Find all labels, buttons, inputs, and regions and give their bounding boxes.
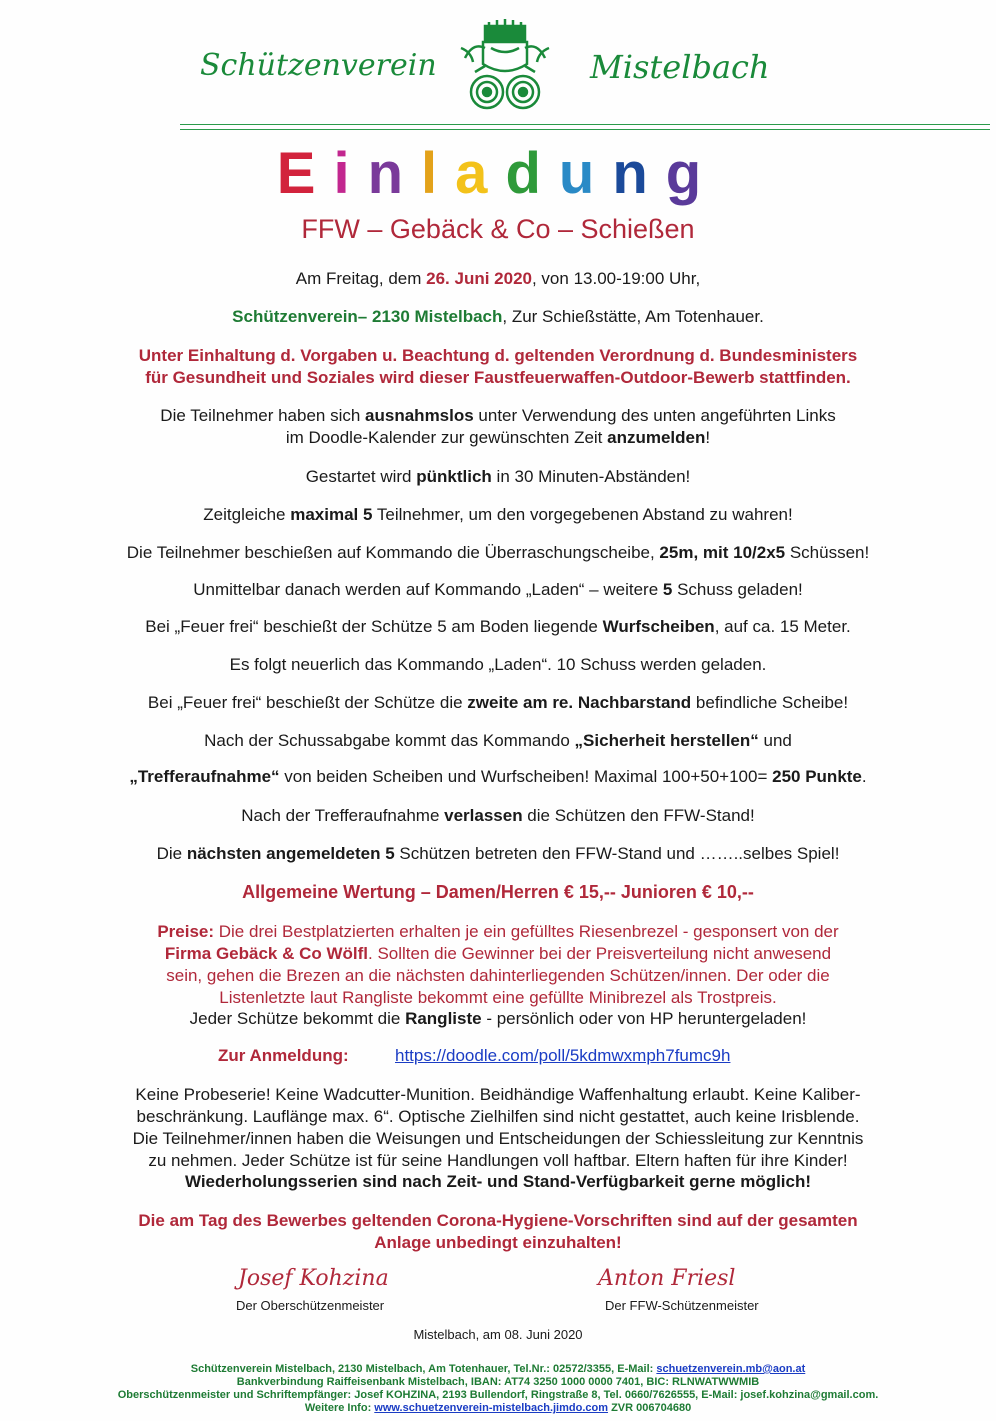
footer-line-4: Weitere Info: www.schuetzenverein-mistelbach.jimdo.com ZVR 006704680 [304,1402,692,1414]
rules-line-4: zu nehmen. Jeder Schütze ist für seine Handlungen voll haftbar. Eltern haften für ihre Kinder! [148,1151,848,1170]
title-letter: i [333,141,368,206]
notice-line-1: Unter Einhaltung d. Vorgaben u. Beachtung d. geltenden Verordnung d. Bundesministers [138,346,858,365]
prizes-line-2: Firma Gebäck & Co Wölfl. Sollten die Gewinner bei der Preisverteilung nicht anwesend [164,944,832,963]
footer-line-2: Bankverbindung Raiffeisenbank Mistelbach, IBAN: AT74 3250 1000 0000 7401, BIC: RLNWATWWMIB [236,1376,760,1388]
rules-line-1: Keine Probeserie! Keine Wadcutter-Munition. Beidhändige Waffenhaltung erlaubt. Keine Kaliber- [135,1085,861,1104]
instruction-scoring: „Trefferaufnahme“ von beiden Scheiben und Wurfscheiben! Maximal 100+50+100= 250 Punkte. [129,767,867,786]
footer-line-1: Schützenverein Mistelbach, 2130 Mistelbach, Am Totenhauer, Tel.Nr.: 02572/3355, E-Mail: schuetzenverein.mb@aon.at [190,1363,806,1375]
footer-website-link[interactable]: www.schuetzenverein-mistelbach.jimdo.com [374,1402,609,1414]
prizes-line-1: Preise: Die drei Bestplatzierten erhalten je ein gefülltes Riesenbrezel - gesponsert von der [157,922,839,941]
instruction-start: Gestartet wird pünktlich in 30 Minuten-Abständen! [305,467,691,486]
title-letter: n [367,141,422,206]
instruction-leave-stand: Nach der Trefferaufnahme verlassen die Schützen den FFW-Stand! [241,806,755,825]
signature-right: Anton Friesl [598,1266,736,1291]
signup-link[interactable]: https://doodle.com/poll/5kdmwxmph7fumc9h [395,1046,731,1065]
event-date-line: Am Freitag, dem 26. Juni 2020, von 13.00-19:00 Uhr, [295,269,701,288]
instruction-registration-1: Die Teilnehmer haben sich ausnahmslos unter Verwendung des unten angeführten Links [160,406,836,425]
title-letter: l [421,141,456,206]
signup-label: Zur Anmeldung: [218,1046,349,1065]
footer-line-3: Oberschützenmeister und Schriftempfänger: Josef KOHZINA, 2193 Bullendorf, Ringstraße 8, Tel. 0660/7626555, E-Mail: josef.kohzina@gmail.com. [117,1389,879,1401]
instruction-surprise-target: Die Teilnehmer beschießen auf Kommando die Überraschungscheibe, 25m, mit 10/2x5 Schüssen! [126,543,870,562]
club-crest-logo [455,18,555,118]
rules-repeat-series: Wiederholungsserien sind nach Zeit- und Stand-Verfügbarkeit gerne möglich! [184,1172,812,1191]
title-letter: g [665,141,720,206]
header-divider-2 [180,129,990,130]
prizes-line-4: Listenletzte laut Rangliste bekommt eine gefüllte Minibrezel als Trostpreis. [219,988,777,1007]
signature-right-role: Der FFW-Schützenmeister [605,1298,759,1313]
rules-line-2: beschränkung. Lauflänge max. 6“. Optische Zielhilfen sind nicht gestattet, auch keine Irisblende. [136,1107,860,1126]
instruction-safety: Nach der Schussabgabe kommt das Kommando „Sicherheit herstellen“ und [204,731,792,750]
instruction-max-participants: Zeitgleiche maximal 5 Teilnehmer, um den vorgegebenen Abstand zu wahren! [203,505,793,524]
signature-left-role: Der Oberschützenmeister [236,1298,385,1313]
prizes-line-5: Jeder Schütze bekommt die Rangliste - persönlich oder von HP heruntergeladen! [189,1009,807,1028]
instruction-load-5: Unmittelbar danach werden auf Kommando „Laden“ – weitere 5 Schuss geladen! [193,580,803,599]
title-letter: a [455,141,506,206]
place-and-date: Mistelbach, am 08. Juni 2020 [413,1327,583,1342]
title-letter: d [505,141,559,206]
title-letter: u [558,141,613,206]
footer-email-link[interactable]: schuetzenverein.mb@aon.at [656,1363,806,1375]
signature-left: Josef Kohzina [238,1266,389,1291]
event-place-line: Schützenverein– 2130 Mistelbach, Zur Schießstätte, Am Totenhauer. [232,307,764,326]
rules-line-3: Die Teilnehmer/innen haben die Weisungen und Entscheidungen der Schiessleitung zur Kenntnis [132,1129,864,1148]
notice-line-2: für Gesundheit und Soziales wird dieser Faustfeuerwaffen-Outdoor-Bewerb stattfinden. [145,368,851,387]
corona-line-2: Anlage unbedingt einzuhalten! [374,1233,622,1252]
header-town-name: Mistelbach [590,48,770,86]
corona-line-1: Die am Tag des Bewerbes geltenden Corona-Hygiene-Vorschriften sind auf der gesamten [138,1211,858,1230]
event-subtitle: FFW – Gebäck & Co – Schießen [301,214,695,244]
title-letter: E [276,141,334,206]
instruction-clay-targets: Bei „Feuer frei“ beschießt der Schütze 5 am Boden liegende Wurfscheiben, auf ca. 15 Meter. [145,617,851,636]
instruction-neighbor-target: Bei „Feuer frei“ beschießt der Schütze die zweite am re. Nachbarstand befindliche Scheibe! [147,693,849,712]
instruction-load-10: Es folgt neuerlich das Kommando „Laden“. 10 Schuss werden geladen. [229,655,767,674]
entry-fees: Allgemeine Wertung – Damen/Herren € 15,-- Junioren € 10,-- [242,882,754,902]
prizes-line-3: sein, gehen die Brezen an die nächsten dahinterliegenden Schützen/innen. Der oder die [166,966,830,985]
header-divider [180,124,990,125]
instruction-registration-2: im Doodle-Kalender zur gewünschten Zeit anzumelden! [285,428,711,447]
title-letter: n [612,141,666,206]
header-club-name: Schützenverein [200,48,437,83]
invitation-title [0,140,996,207]
instruction-next-group: Die nächsten angemeldeten 5 Schützen betreten den FFW-Stand und ……..selbes Spiel! [156,844,840,863]
